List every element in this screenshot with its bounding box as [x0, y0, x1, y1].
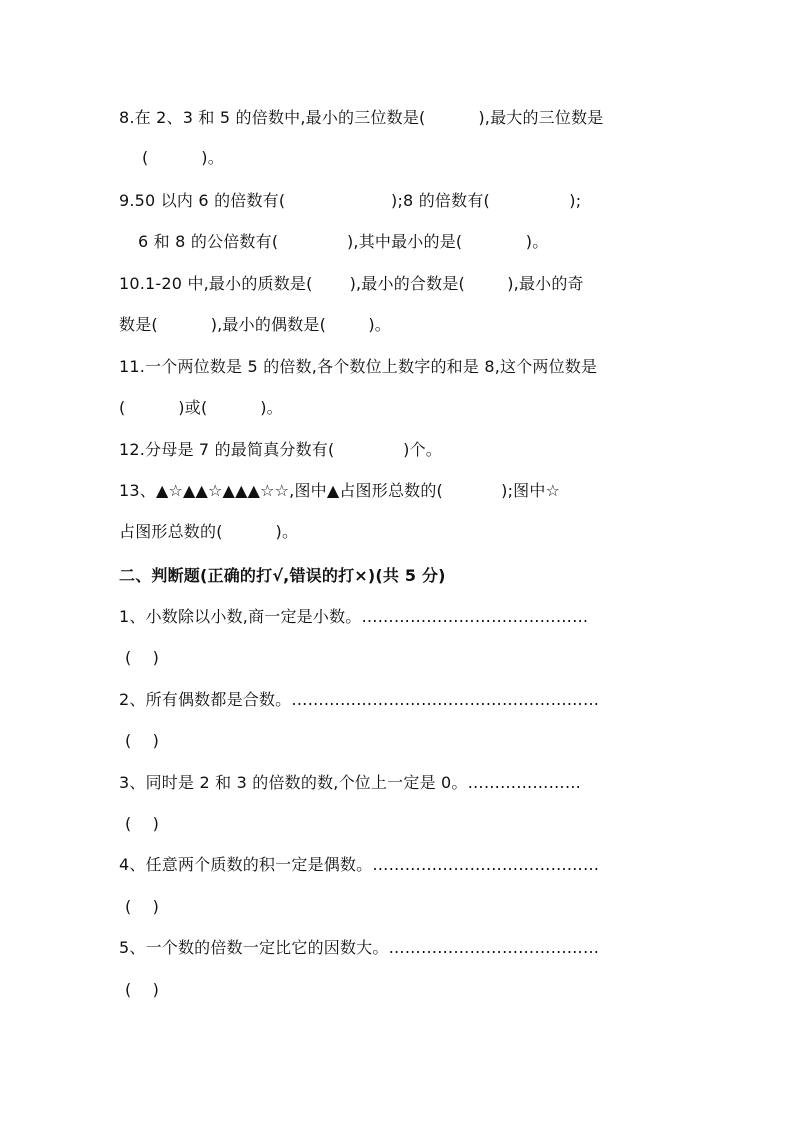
judgement-answer-2: ( ) [125, 731, 160, 750]
judgement-answer-3: ( ) [125, 814, 160, 833]
question-10-line-1: 10.1-20 中,最小的质数是( ),最小的合数是( ),最小的奇 [119, 274, 584, 293]
judgement-answer-1: ( ) [125, 648, 160, 667]
question-8-line-2: ( )。 [142, 148, 224, 167]
judgement-answer-5: ( ) [125, 980, 160, 999]
question-8-line-1: 8.在 2、3 和 5 的倍数中,最小的三位数是( ),最大的三位数是 [119, 108, 604, 127]
judgement-item-4: 4、任意两个质数的积一定是偶数。…………………………………… [119, 855, 600, 874]
question-11-line-1: 11.一个两位数是 5 的倍数,各个数位上数字的和是 8,这个两位数是 [119, 357, 598, 376]
question-12-line-1: 12.分母是 7 的最简真分数有( )个。 [119, 440, 442, 459]
judgement-item-2: 2、所有偶数都是合数。………………………………………………… [119, 690, 600, 709]
judgement-item-3: 3、同时是 2 和 3 的倍数的数,个位上一定是 0。………………… [119, 773, 582, 792]
question-9-line-2: 6 和 8 的公倍数有( ),其中最小的是( )。 [138, 232, 549, 251]
question-9-line-1: 9.50 以内 6 的倍数有( );8 的倍数有( ); [119, 191, 582, 210]
judgement-item-1: 1、小数除以小数,商一定是小数。…………………………………… [119, 607, 589, 626]
judgement-item-5: 5、一个数的倍数一定比它的因数大。………………………………… [119, 938, 600, 957]
question-11-line-2: ( )或( )。 [119, 398, 283, 417]
judgement-answer-4: ( ) [125, 897, 160, 916]
question-13-line-1: 13、▲☆▲▲☆▲▲▲☆☆,图中▲占图形总数的( );图中☆ [119, 481, 561, 500]
question-10-line-2: 数是( ),最小的偶数是( )。 [119, 315, 392, 334]
section-2-title: 二、判断题(正确的打√,错误的打×)(共 5 分) [119, 566, 446, 585]
question-13-line-2: 占图形总数的( )。 [119, 522, 299, 541]
